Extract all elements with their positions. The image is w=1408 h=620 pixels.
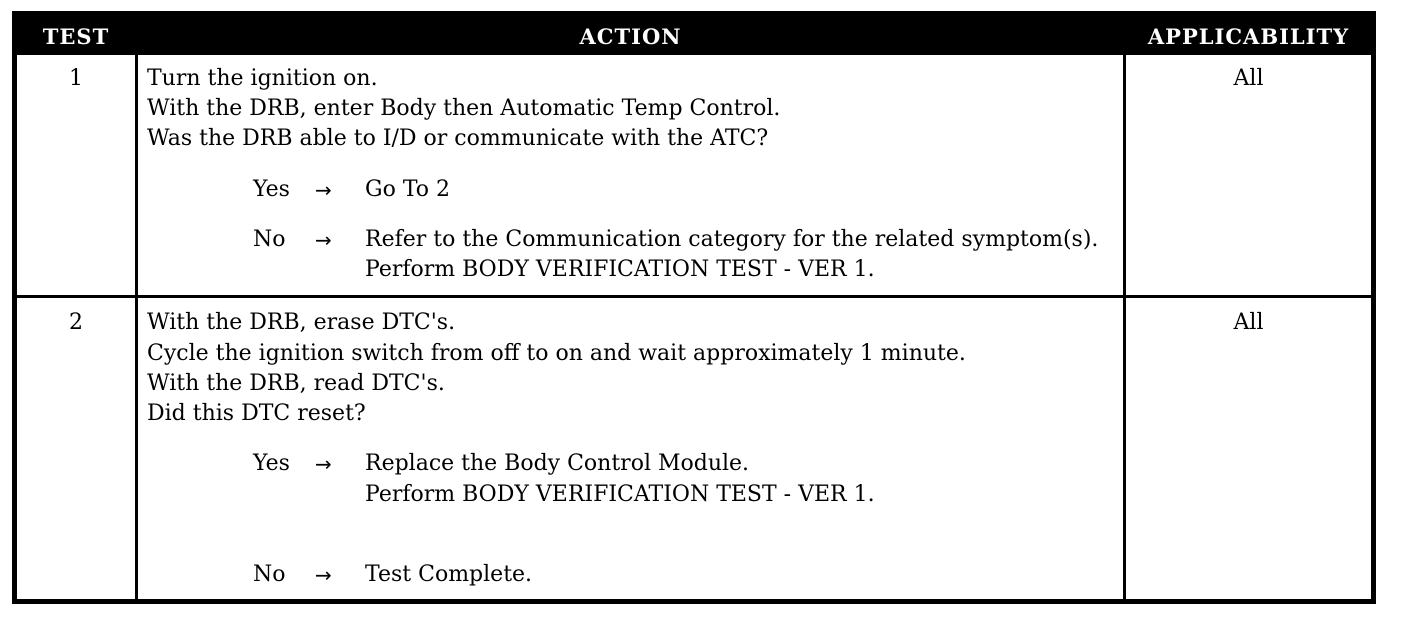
header-test: TEST bbox=[42, 24, 110, 49]
header-action: ACTION bbox=[579, 24, 682, 49]
action-line: With the DRB, erase DTC's. bbox=[147, 310, 456, 335]
response-yes-label: Yes bbox=[253, 177, 290, 202]
response-no-text: Refer to the Communication category for the related symptom(s). bbox=[365, 227, 1099, 252]
header-applicability: APPLICABILITY bbox=[1147, 24, 1350, 49]
action-line: Cycle the ignition switch from off to on and wait approximately 1 minute. bbox=[147, 341, 966, 366]
response-yes-text: Go To 2 bbox=[365, 177, 451, 202]
arrow-right-icon: → bbox=[315, 228, 332, 252]
arrow-right-icon: → bbox=[315, 563, 332, 587]
table-header bbox=[17, 16, 1371, 55]
test-number: 1 bbox=[69, 66, 83, 91]
arrow-right-icon: → bbox=[315, 178, 332, 202]
response-no-text: Test Complete. bbox=[365, 562, 533, 587]
response-no-label: No bbox=[253, 562, 286, 587]
action-line: Did this DTC reset? bbox=[147, 401, 366, 426]
applicability-value: All bbox=[1233, 66, 1264, 91]
response-no-label: No bbox=[253, 227, 286, 252]
action-line: With the DRB, enter Body then Automatic Temp Control. bbox=[147, 96, 781, 121]
test-number: 2 bbox=[69, 310, 83, 335]
response-no-text: Perform BODY VERIFICATION TEST - VER 1. bbox=[365, 257, 875, 282]
arrow-right-icon: → bbox=[315, 452, 332, 476]
column-divider bbox=[135, 55, 138, 604]
action-line: Turn the ignition on. bbox=[147, 66, 378, 91]
response-yes-text: Replace the Body Control Module. bbox=[365, 451, 750, 476]
response-yes-text: Perform BODY VERIFICATION TEST - VER 1. bbox=[365, 482, 875, 507]
action-line: Was the DRB able to I/D or communicate with the ATC? bbox=[147, 126, 769, 151]
response-yes-label: Yes bbox=[253, 451, 290, 476]
diagnostic-test-table bbox=[12, 11, 1376, 604]
row-divider bbox=[17, 295, 1371, 298]
action-line: With the DRB, read DTC's. bbox=[147, 371, 445, 396]
applicability-value: All bbox=[1233, 310, 1264, 335]
